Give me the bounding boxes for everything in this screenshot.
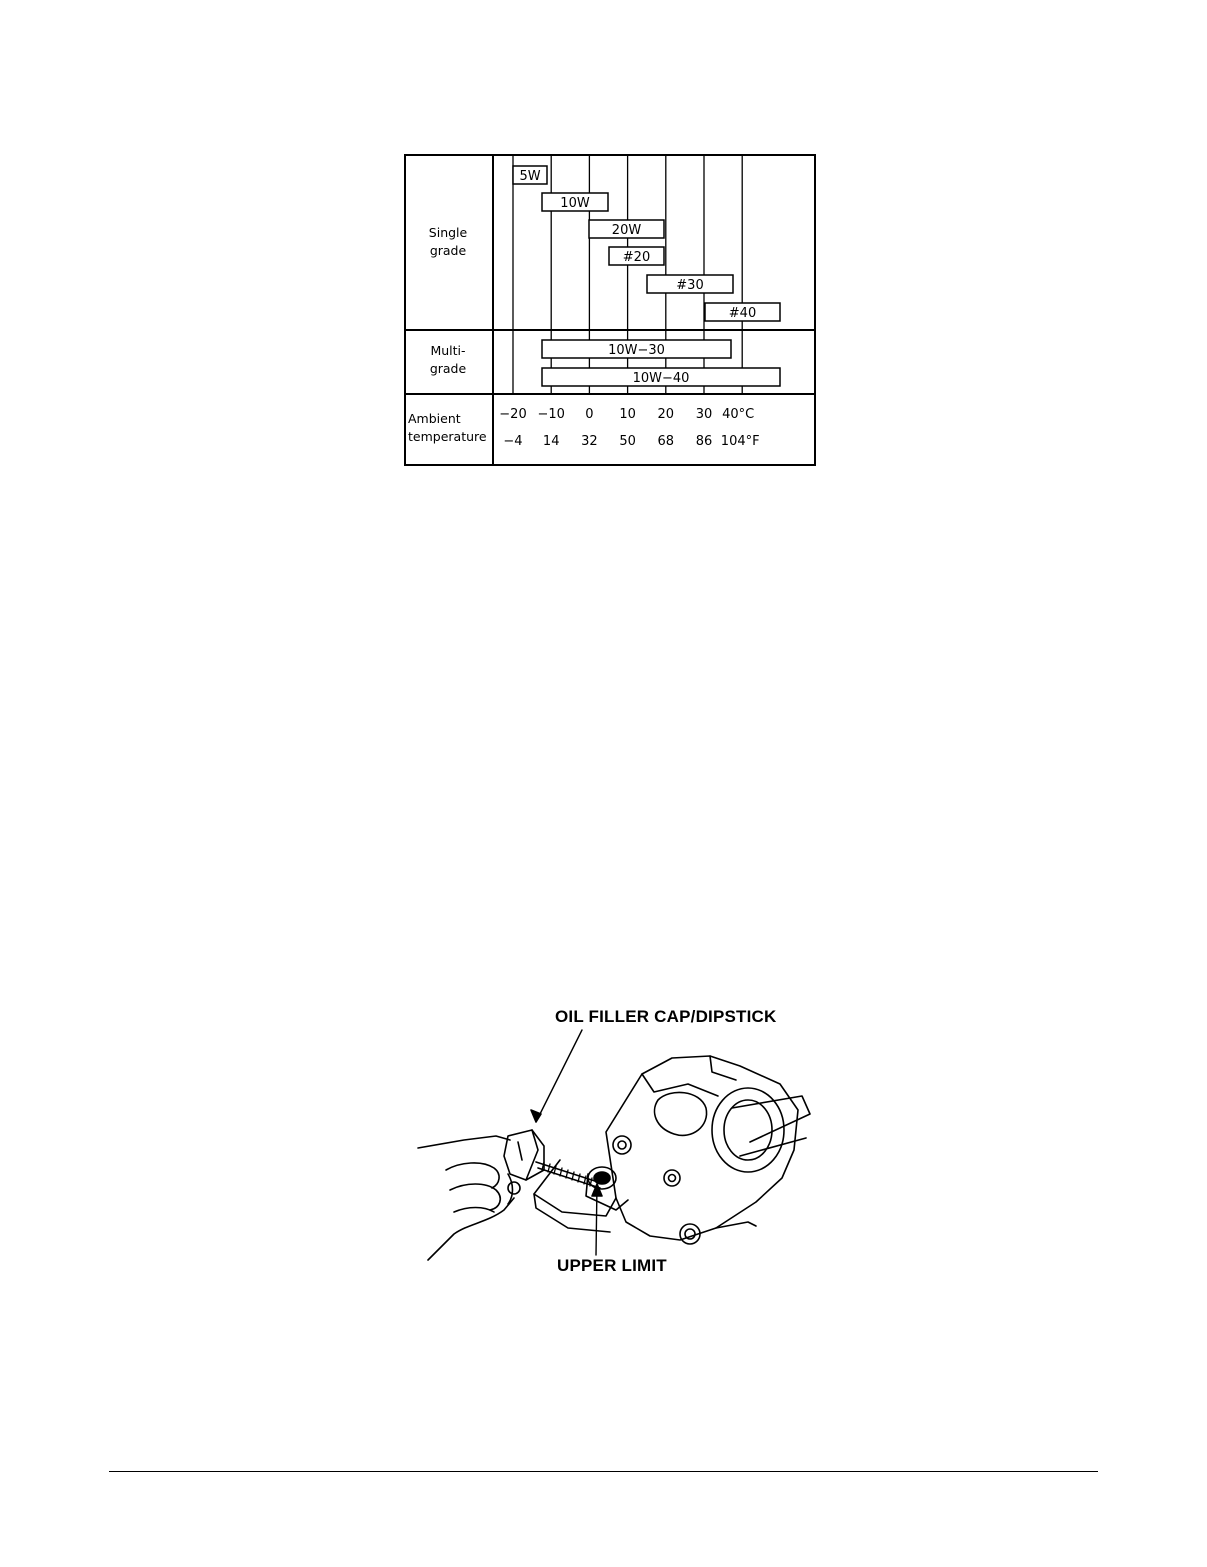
grade-bar xyxy=(542,193,608,211)
grade-bar xyxy=(542,340,731,358)
fahrenheit-tick-label: −4 xyxy=(503,434,523,449)
fahrenheit-tick-label: 68 xyxy=(657,434,675,449)
grade-label: 20W xyxy=(611,223,642,238)
dipstick-illustration xyxy=(410,1000,830,1280)
fahrenheit-tick-label: 50 xyxy=(619,434,636,449)
oil-filler-cap-label: OIL FILLER CAP/DIPSTICK xyxy=(555,1007,777,1026)
grade-label: #20 xyxy=(622,250,651,265)
bolt-boss xyxy=(613,1136,631,1154)
celsius-tick-label: 20 xyxy=(657,407,675,422)
chart-row-labels xyxy=(408,225,487,444)
fahrenheit-tick-label: 14 xyxy=(542,434,560,449)
celsius-tick-label: 10 xyxy=(619,407,636,422)
grade-bar xyxy=(647,275,733,293)
bolt-boss xyxy=(664,1170,680,1186)
oil-viscosity-chart xyxy=(404,154,816,466)
grade-bar xyxy=(705,303,780,321)
grade-label: 10W−40 xyxy=(632,371,690,386)
row-label: Multi- xyxy=(430,343,466,358)
grade-bar xyxy=(609,247,664,265)
fahrenheit-tick-label: 86 xyxy=(695,434,713,449)
row-label: temperature xyxy=(408,429,487,444)
row-label: grade xyxy=(429,361,467,376)
grade-label: #30 xyxy=(676,278,704,293)
filler-cap-leader xyxy=(536,1030,582,1122)
upper-limit-label: UPPER LIMIT xyxy=(557,1256,667,1275)
row-label: Single xyxy=(428,225,468,240)
footer-rule xyxy=(109,1471,1098,1472)
row-label: Ambient xyxy=(408,411,461,426)
chart-temperature-ticks xyxy=(499,407,759,449)
grade-bar xyxy=(513,166,547,184)
chart-grade-bars xyxy=(513,166,780,386)
grade-bar xyxy=(589,220,664,238)
grade-label: 10W−30 xyxy=(608,343,665,358)
grade-label: #40 xyxy=(728,306,757,321)
fahrenheit-tick-label: 32 xyxy=(581,434,598,449)
celsius-tick-label: −20 xyxy=(499,407,527,422)
row-label: grade xyxy=(429,243,467,258)
celsius-tick-label: 30 xyxy=(695,407,713,422)
celsius-tick-label: 40°C xyxy=(722,407,755,422)
grade-bar xyxy=(542,368,780,386)
grade-label: 10W xyxy=(560,196,590,211)
fahrenheit-tick-label: 104°F xyxy=(720,434,760,449)
grade-label: 5W xyxy=(519,169,541,184)
celsius-tick-label: −10 xyxy=(537,407,565,422)
filler-cap xyxy=(504,1130,544,1180)
celsius-tick-label: 0 xyxy=(585,407,594,422)
hand xyxy=(418,1136,510,1148)
